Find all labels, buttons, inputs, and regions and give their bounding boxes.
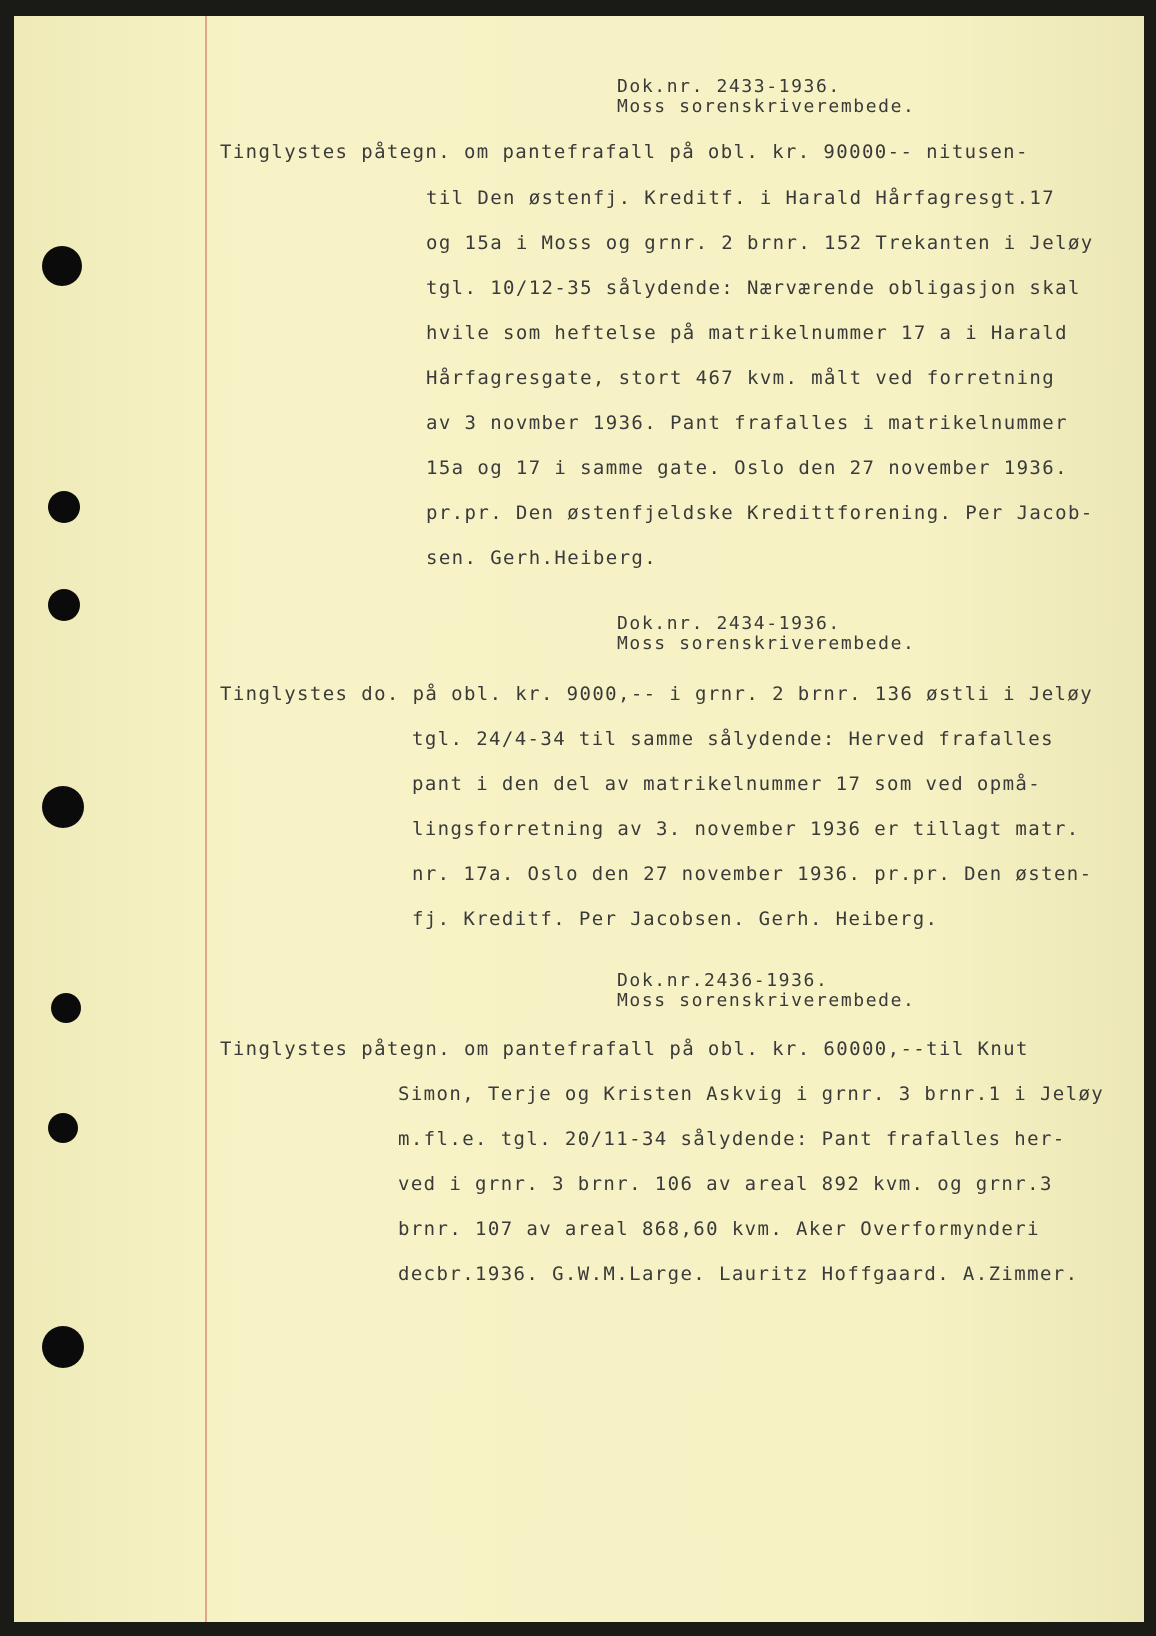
entry-text-line: Simon, Terje og Kristen Askvig i grnr. 3 brnr.1 i Jeløy bbox=[398, 1083, 1105, 1105]
entry-text-line: 15a og 17 i samme gate. Oslo den 27 november 1936. bbox=[426, 457, 1068, 479]
entry-text-line: av 3 novmber 1936. Pant frafalles i matrikelnummer bbox=[426, 412, 1068, 434]
doc-number: Dok.nr.2436-1936. bbox=[617, 970, 829, 991]
entry-text-line: til Den østenfj. Kreditf. i Harald Hårfagresgt.17 bbox=[426, 187, 1056, 209]
entry-text-line: decbr.1936. G.W.M.Large. Lauritz Hoffgaard. A.Zimmer. bbox=[398, 1263, 1079, 1285]
doc-number: Dok.nr. 2433-1936. bbox=[617, 76, 841, 97]
entry-text-line: Tinglystes do. på obl. kr. 9000,-- i grnr. 2 brnr. 136 østli i Jeløy bbox=[220, 683, 1094, 705]
office-name: Moss sorenskriverembede. bbox=[617, 633, 916, 654]
entry-text-line: pant i den del av matrikelnummer 17 som ved opmå- bbox=[412, 773, 1042, 795]
entry-text-line: Hårfagresgate, stort 467 kvm. målt ved forretning bbox=[426, 367, 1056, 389]
entry-text-line: Tinglystes påtegn. om pantefrafall på obl. kr. 90000-- nitusen- bbox=[220, 141, 1029, 163]
entry-text-line: nr. 17a. Oslo den 27 november 1936. pr.pr. Den østen- bbox=[412, 863, 1093, 885]
punch-hole bbox=[42, 246, 82, 286]
document-page bbox=[14, 16, 1144, 1622]
entry-text-line: sen. Gerh.Heiberg. bbox=[426, 547, 658, 569]
entry-text-line: pr.pr. Den østenfjeldske Kredittforening. Per Jacob- bbox=[426, 502, 1094, 524]
entry-text-line: tgl. 24/4-34 til samme sålydende: Herved frafalles bbox=[412, 728, 1054, 750]
punch-hole bbox=[51, 993, 81, 1023]
entry-text-line: lingsforretning av 3. november 1936 er tillagt matr. bbox=[412, 818, 1080, 840]
entry-text-line: Tinglystes påtegn. om pantefrafall på obl. kr. 60000,--til Knut bbox=[220, 1038, 1029, 1060]
punch-hole bbox=[42, 1326, 84, 1368]
entry-text-line: m.fl.e. tgl. 20/11-34 sålydende: Pant frafalles her- bbox=[398, 1128, 1066, 1150]
punch-hole bbox=[48, 589, 80, 621]
punch-hole bbox=[48, 1113, 78, 1143]
margin-line bbox=[205, 16, 207, 1622]
punch-hole bbox=[42, 786, 84, 828]
entry-text-line: ved i grnr. 3 brnr. 106 av areal 892 kvm. og grnr.3 bbox=[398, 1173, 1053, 1195]
punch-hole bbox=[48, 491, 80, 523]
office-name: Moss sorenskriverembede. bbox=[617, 990, 916, 1011]
entry-text-line: tgl. 10/12-35 sålydende: Nærværende obligasjon skal bbox=[426, 277, 1081, 299]
entry-text-line: fj. Kreditf. Per Jacobsen. Gerh. Heiberg. bbox=[412, 908, 939, 930]
doc-number: Dok.nr. 2434-1936. bbox=[617, 613, 841, 634]
entry-text-line: brnr. 107 av areal 868,60 kvm. Aker Overformynderi bbox=[398, 1218, 1040, 1240]
entry-text-line: og 15a i Moss og grnr. 2 brnr. 152 Trekanten i Jeløy bbox=[426, 232, 1094, 254]
entry-text-line: hvile som heftelse på matrikelnummer 17 a i Harald bbox=[426, 322, 1068, 344]
office-name: Moss sorenskriverembede. bbox=[617, 96, 916, 117]
